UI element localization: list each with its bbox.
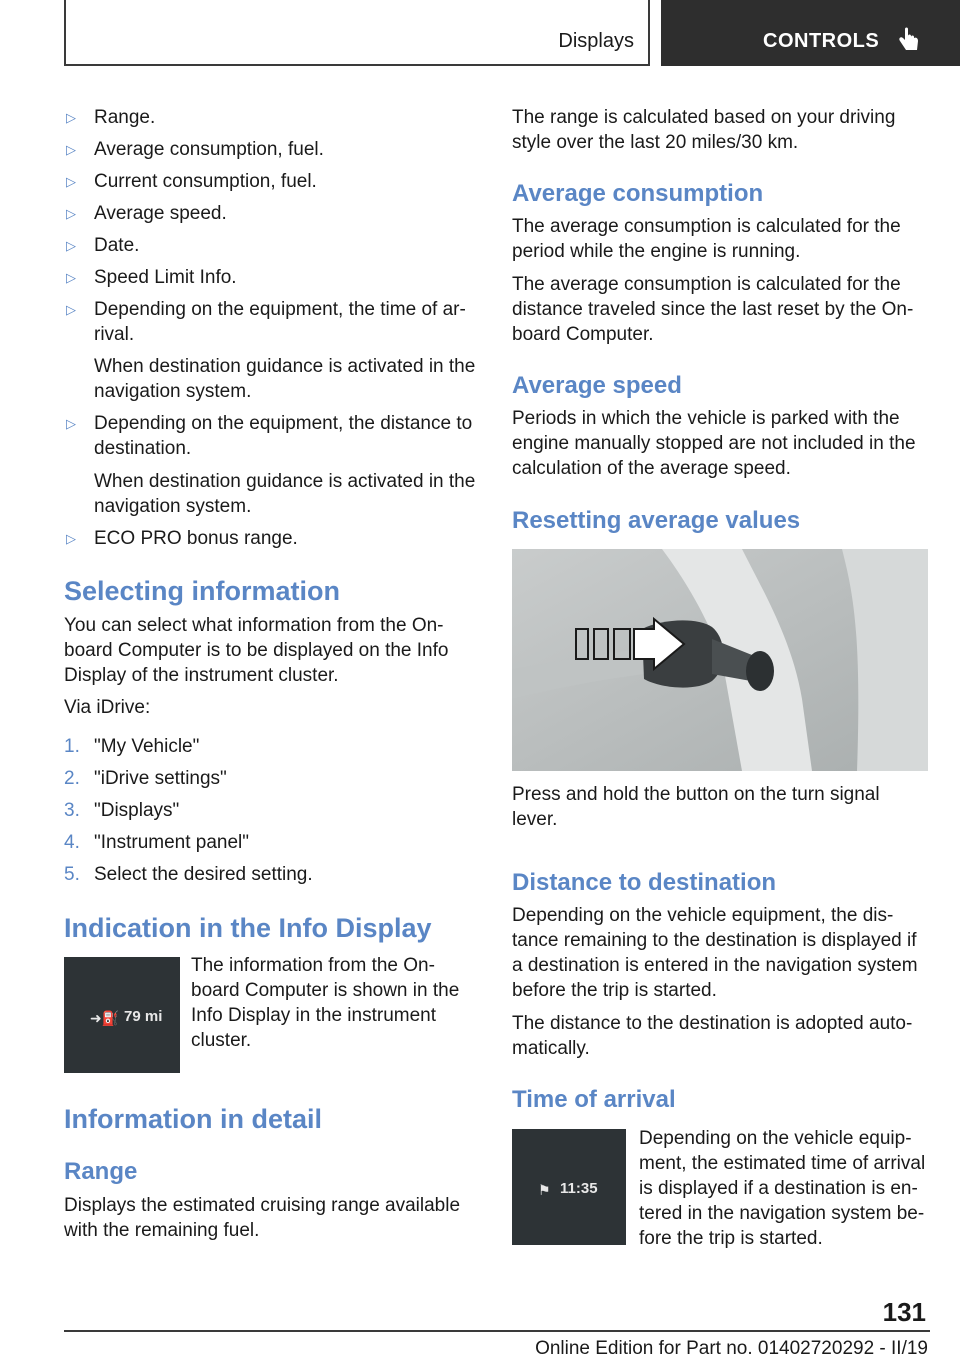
section-heading: Indication in the Info Display [64,913,432,943]
edition-note: Online Edition for Part no. 01402720292 - II/19 [535,1338,928,1359]
turn-signal-lever-illustration [512,549,928,771]
destination-flag-icon: ⚑ [538,1182,551,1198]
section-heading: Selecting information [64,576,341,606]
header-chapter-title: CONTROLS [763,30,880,52]
paragraph: Depending on the vehicle equipment, the dis-tance remaining to the destination is displayed if a destination is entered in the navigation system before the trip is started. [512,905,918,1001]
triangle-bullet-icon: ▷ [66,174,76,189]
hand-pointer-icon [897,26,921,54]
triangle-bullet-icon: ▷ [66,238,76,253]
triangle-bullet-icon: ▷ [66,531,76,546]
paragraph: The average consumption is calculated for the distance traveled since the last reset by the On-board Computer. [512,274,914,345]
paragraph: Displays the estimated cruising range available with the remaining fuel. [64,1195,461,1241]
subsection-heading: Range [64,1158,138,1185]
triangle-bullet-icon: ▷ [66,416,76,431]
paragraph: The information from the On-board Computer is shown in the Info Display in the instrument cluster. [191,955,460,1051]
paragraph: Periods in which the vehicle is parked with the engine manually stopped are not included in the calculation of the average speed. [512,408,916,479]
triangle-bullet-icon: ▷ [66,206,76,221]
header-section-box [64,0,650,66]
footer-divider [64,1330,930,1332]
header-section-title: Displays [558,30,634,52]
paragraph: The range is calculated based on your driving style over the last 20 miles/30 km. [512,107,896,153]
triangle-bullet-icon: ▷ [66,142,76,157]
paragraph: Depending on the vehicle equip-ment, the estimated time of arrival is displayed if a destination is en-tered in the navigation system be-fore the trip is started. [639,1128,926,1249]
paragraph: The distance to the destination is adopted auto-matically. [512,1013,913,1059]
subsection-heading: Average consumption [512,180,764,207]
section-heading: Information in detail [64,1104,323,1134]
header-chapter-box [661,0,960,66]
subsection-heading: Resetting average values [512,507,801,534]
range-fuel-icon: ➜⛽ [90,1010,120,1026]
info-display-thumbnail: ➜⛽ 79 mi [64,957,180,1073]
subsection-heading: Distance to destination [512,869,777,896]
paragraph: The average consumption is calculated for the period while the engine is running. [512,216,901,262]
triangle-bullet-icon: ▷ [66,270,76,285]
image-caption: Press and hold the button on the turn signal lever. [512,784,880,830]
triangle-bullet-icon: ▷ [66,110,76,125]
triangle-bullet-icon: ▷ [66,302,76,317]
subsection-heading: Average speed [512,372,682,399]
paragraph: Via iDrive: [64,697,151,718]
lever-illustration-graphic [512,549,928,771]
paragraph: You can select what information from the On-board Computer is to be displayed on the Info Display of the instrument cluster. [64,615,449,686]
subsection-heading: Time of arrival [512,1086,676,1113]
info-display-thumbnail: ⚑ 11:35 [512,1129,626,1245]
page-number: 131 [882,1297,926,1327]
